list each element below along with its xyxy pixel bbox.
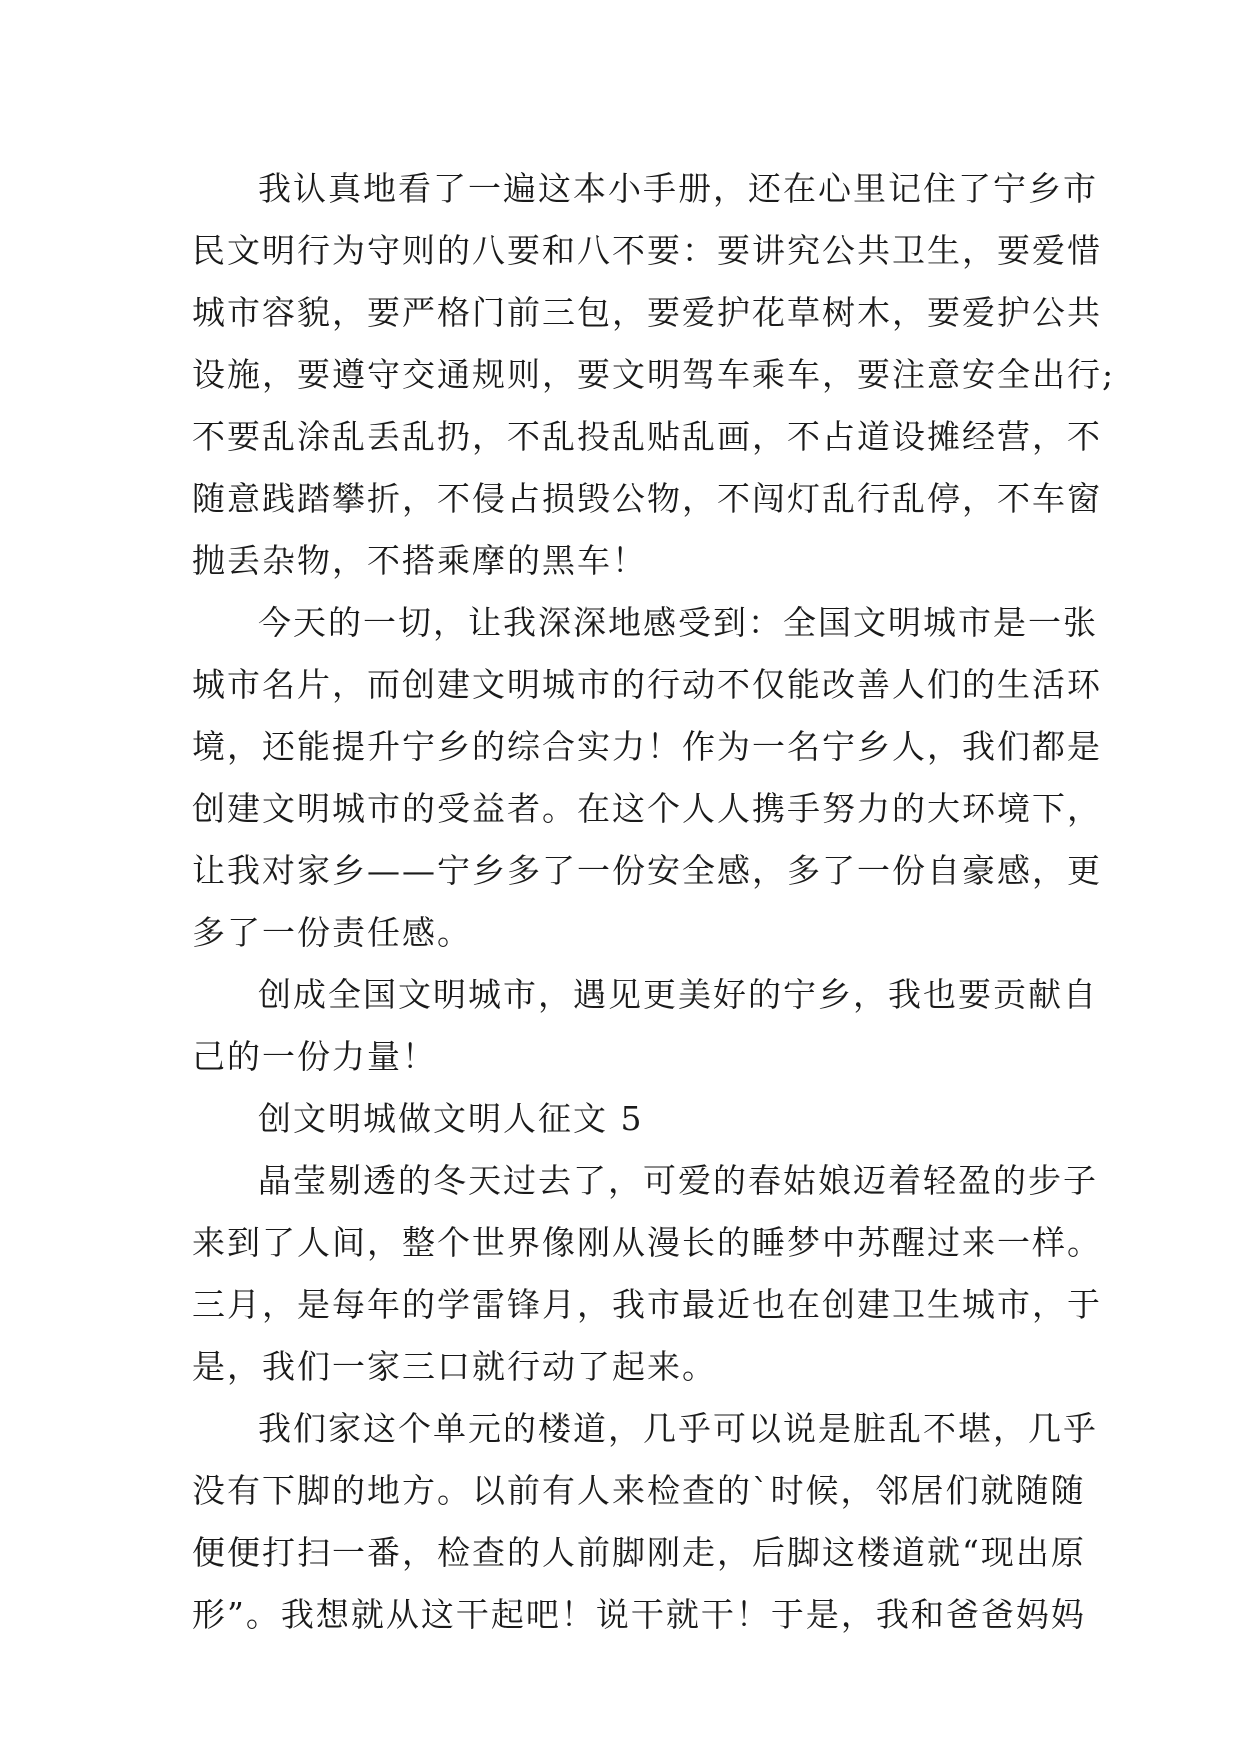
text-line: 民文明行为守则的八要和八不要：要讲究公共卫生，要爱惜 — [192, 231, 1102, 270]
text-line: 今天的一切，让我深深地感受到：全国文明城市是一张 — [258, 603, 1098, 642]
text-line: 没有下脚的地方。以前有人来检查的`时候，邻居们就随随 — [192, 1471, 1086, 1510]
text-line: 创文明城做文明人征文 5 — [258, 1099, 644, 1138]
text-line: 我们家这个单元的楼道，几乎可以说是脏乱不堪，几乎 — [258, 1409, 1098, 1448]
text-line: 创成全国文明城市，遇见更美好的宁乡，我也要贡献自 — [258, 975, 1098, 1014]
text-line: 来到了人间，整个世界像刚从漫长的睡梦中苏醒过来一样。 — [192, 1223, 1102, 1262]
text-line: 晶莹剔透的冬天过去了，可爱的春姑娘迈着轻盈的步子 — [258, 1161, 1098, 1200]
text-line: 不要乱涂乱丢乱扔，不乱投乱贴乱画，不占道设摊经营，不 — [192, 417, 1102, 456]
text-line: 让我对家乡——宁乡多了一份安全感，多了一份自豪感，更 — [192, 851, 1102, 890]
text-line: 境，还能提升宁乡的综合实力！作为一名宁乡人，我们都是 — [192, 727, 1102, 766]
text-line: 随意践踏攀折，不侵占损毁公物，不闯灯乱行乱停，不车窗 — [192, 479, 1102, 518]
text-line: 己的一份力量！ — [192, 1037, 437, 1076]
text-line: 是，我们一家三口就行动了起来。 — [192, 1347, 717, 1386]
text-line: 创建文明城市的受益者。在这个人人携手努力的大环境下， — [192, 789, 1102, 828]
text-line: 便便打扫一番，检查的人前脚刚走，后脚这楼道就“现出原 — [192, 1533, 1086, 1572]
text-line: 形”。我想就从这干起吧！说干就干！于是，我和爸爸妈妈 — [192, 1595, 1086, 1634]
text-line: 我认真地看了一遍这本小手册，还在心里记住了宁乡市 — [258, 169, 1098, 208]
text-line: 设施，要遵守交通规则，要文明驾车乘车，要注意安全出行; — [192, 355, 1116, 394]
text-line: 城市容貌，要严格门前三包，要爱护花草树木，要爱护公共 — [192, 293, 1102, 332]
text-line: 多了一份责任感。 — [192, 913, 472, 952]
text-line: 抛丢杂物，不搭乘摩的黑车！ — [192, 541, 647, 580]
text-line: 三月，是每年的学雷锋月，我市最近也在创建卫生城市，于 — [192, 1285, 1102, 1324]
document-body — [192, 158, 1116, 1646]
text-line: 城市名片，而创建文明城市的行动不仅能改善人们的生活环 — [192, 665, 1102, 704]
